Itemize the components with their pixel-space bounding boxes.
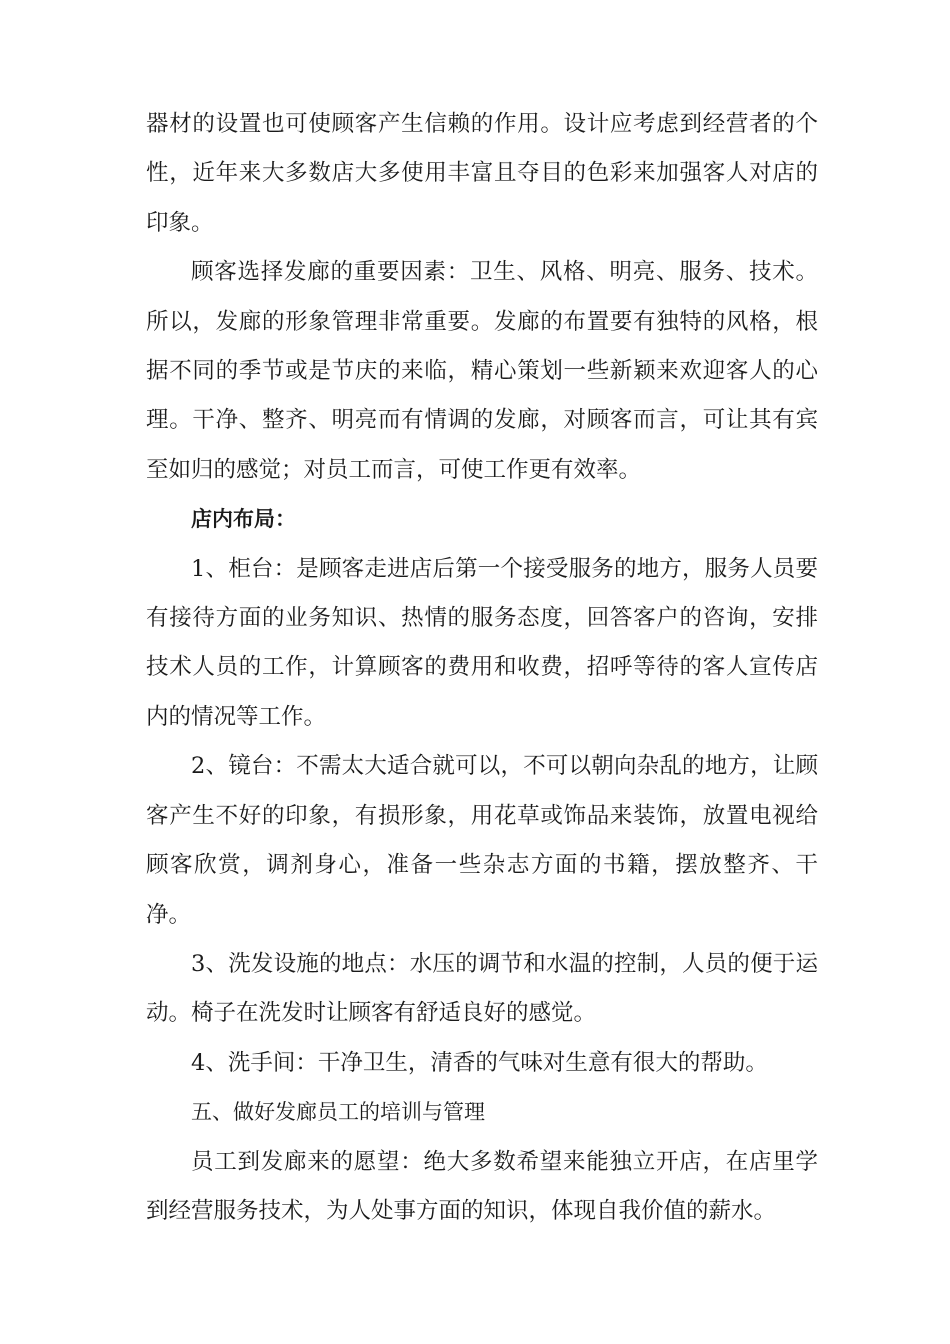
list-item-mirror-station: 2、镜台：不需太大适合就可以，不可以朝向杂乱的地方，让顾客产生不好的印象，有损形象，用花草或饰品来装饰，放置电视给顾客欣赏，调剂身心，准备一些杂志方面的书籍，摆放整齐、干净。: [146, 753, 818, 928]
list-item-restroom: 4、洗手间：干净卫生，清香的气味对生意有很大的帮助。: [191, 1049, 768, 1076]
section-heading-staff-training: 五、做好发廊员工的培训与管理: [191, 1100, 485, 1125]
section-heading-store-layout: 店内布局：: [191, 507, 296, 532]
list-item-wash-facility: 3、洗发设施的地点：水压的调节和水温的控制，人员的便于运动。椅子在洗发时让顾客有舒适良好的感觉。: [146, 950, 818, 1027]
paragraph-salon-factors: 顾客选择发廊的重要因素：卫生、风格、明亮、服务、技术。所以，发廊的形象管理非常重要。发廊的布置要有独特的风格，根据不同的季节或是节庆的来临，精心策划一些新颖来欢迎客人的心理。干净、整齐、明亮而有情调的发廊，对顾客而言，可让其有宾至如归的感觉；对员工而言，可使工作更有效率。: [146, 259, 818, 483]
paragraph-intro-continuation: 器材的设置也可使顾客产生信赖的作用。设计应考虑到经营者的个性，近年来大多数店大多使用丰富且夺目的色彩来加强客人对店的印象。: [146, 111, 818, 236]
paragraph-staff-aspirations: 员工到发廊来的愿望：绝大多数希望来能独立开店，在店里学到经营服务技术，为人处事方面的知识，体现自我价值的薪水。: [146, 1148, 818, 1224]
document-body: [146, 100, 818, 1236]
list-item-counter: 1、柜台：是顾客走进店后第一个接受服务的地方，服务人员要有接待方面的业务知识、热情的服务态度，回答客户的咨询，安排技术人员的工作，计算顾客的费用和收费，招呼等待的客人宣传店内的情况等工作。: [146, 555, 818, 730]
